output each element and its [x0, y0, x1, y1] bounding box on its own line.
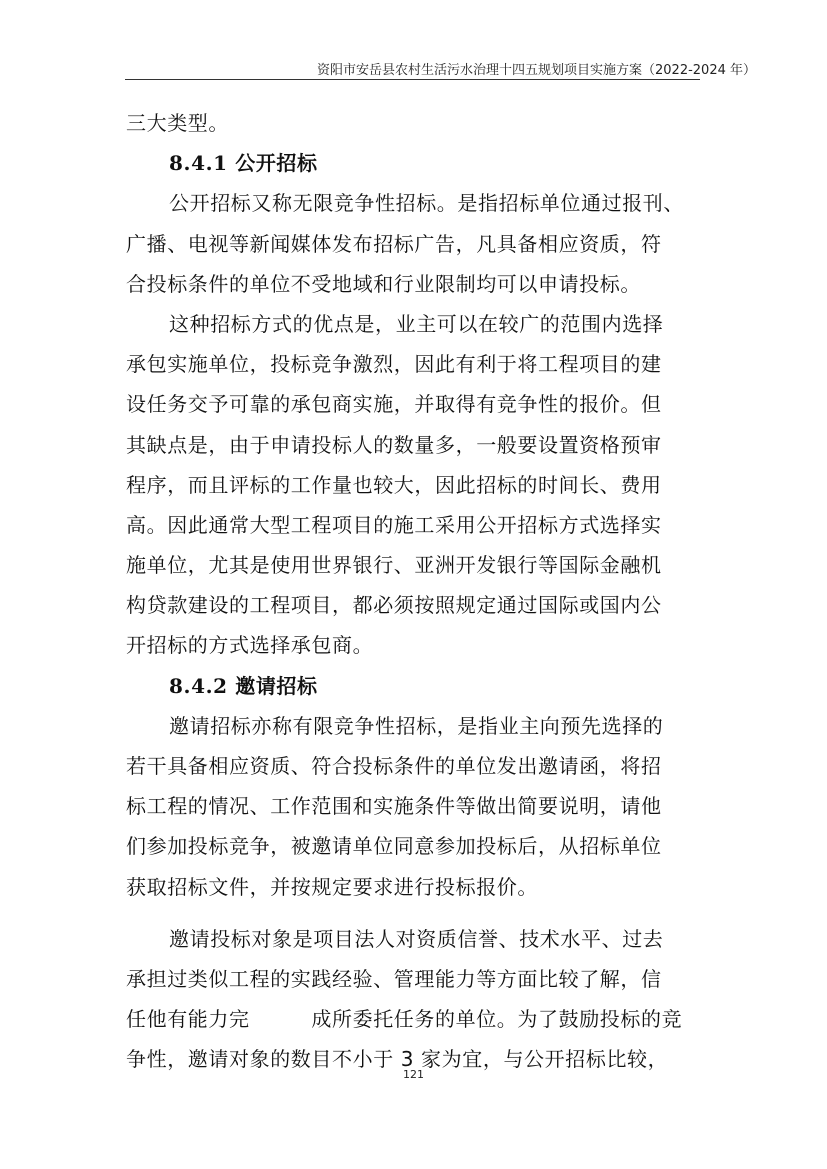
paragraph-line: 三大类型。 [126, 111, 229, 135]
running-header: 资阳市安岳县农村生活污水治理十四五规划项目实施方案（2022-2024 年） [317, 63, 756, 78]
page-number: 121 [403, 1068, 424, 1081]
paragraph-line: 承担过类似工程的实践经验、管理能力等方面比较了解，信 [126, 966, 662, 991]
paragraph-line: 设任务交予可靠的承包商实施，并取得有竞争性的报价。但 [126, 392, 662, 417]
paragraph-line: 构贷款建设的工程项目，都必须按照规定通过国际或国内公 [126, 593, 662, 618]
document-body [126, 103, 706, 1080]
paragraph-line: 开招标的方式选择承包商。 [126, 633, 374, 658]
paragraph-line: 高。因此通常大型工程项目的施工采用公开招标方式选择实 [126, 512, 662, 537]
paragraph-line: 承包实施单位，投标竞争激烈，因此有利于将工程项目的建 [126, 352, 662, 377]
paragraph-line: 邀请投标对象是项目法人对资质信誉、技术水平、过去 [169, 926, 664, 951]
paragraph-line: 程序，而且评标的工作量也较大，因此招标的时间长、费用 [126, 472, 662, 497]
paragraph-line: 邀请招标亦称有限竞争性招标，是指业主向预先选择的 [169, 713, 664, 738]
paragraph-line: 这种招标方式的优点是，业主可以在较广的范围内选择 [169, 311, 664, 336]
paragraph-line: 们参加投标竞争，被邀请单位同意参加投标后，从招标单位 [126, 834, 662, 859]
paragraph-line: 公开招标又称无限竞争性招标。是指招标单位通过报刊、 [169, 191, 684, 216]
paragraph-line: 争性，邀请对象的数目不小于 3 家为宜，与公开招标比较， [126, 1047, 669, 1072]
paragraph-gap [126, 907, 706, 919]
paragraph-line: 标工程的情况、工作范围和实施条件等做出简要说明，请他 [126, 794, 662, 819]
paragraph-line: 其缺点是，由于申请投标人的数量多，一般要设置资格预审 [126, 432, 662, 457]
paragraph-line: 任他有能力完 成所委托任务的单位。为了鼓励投标的竞 [126, 1007, 683, 1032]
section-heading-invited-tender: 8.4.2 邀请招标 [169, 673, 318, 698]
paragraph-line: 合投标条件的单位不受地域和行业限制均可以申请投标。 [126, 271, 641, 296]
paragraph-line: 广播、电视等新闻媒体发布招标广告，凡具备相应资质，符 [126, 231, 662, 256]
section-heading-open-tender: 8.4.1 公开招标 [169, 151, 318, 176]
paragraph-line: 若干具备相应资质、符合投标条件的单位发出邀请函，将招 [126, 754, 662, 778]
header-divider [125, 79, 700, 80]
paragraph-line: 获取招标文件，并按规定要求进行投标报价。 [126, 874, 538, 899]
paragraph-line: 施单位，尤其是使用世界银行、亚洲开发银行等国际金融机 [126, 553, 662, 578]
